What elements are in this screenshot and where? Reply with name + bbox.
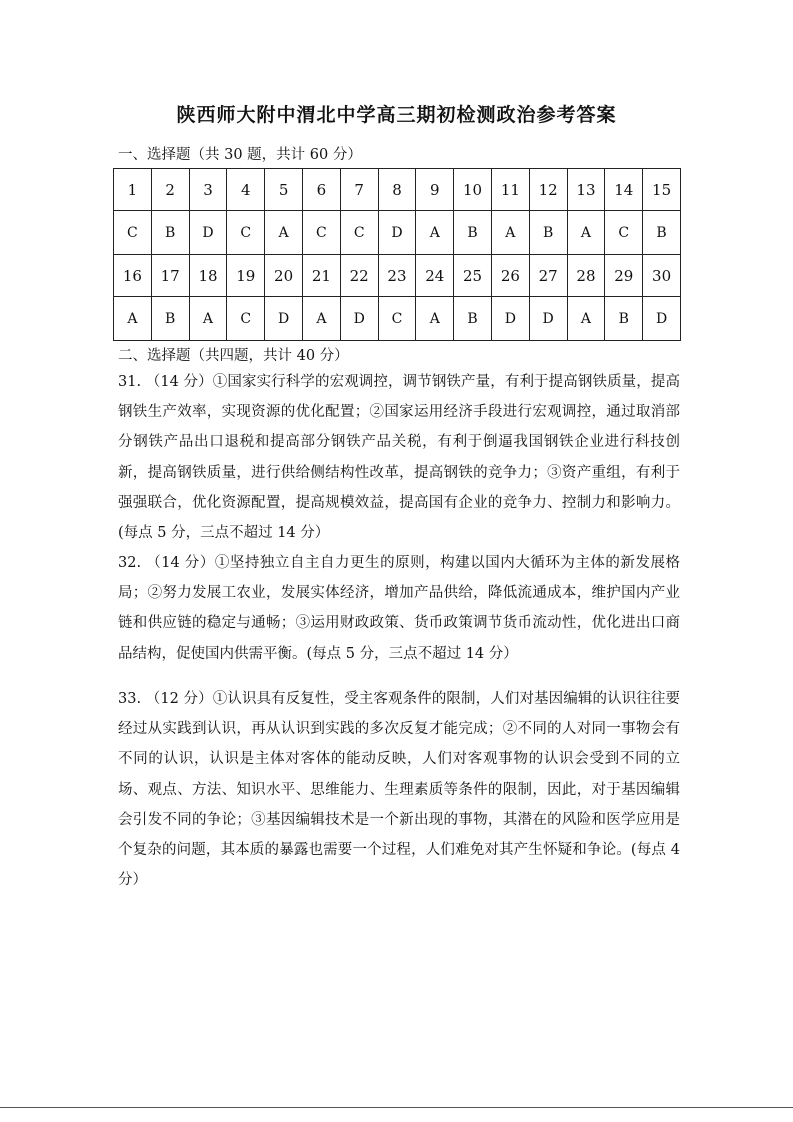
page-title: 陕西师大附中渭北中学高三期初检测政治参考答案 xyxy=(176,104,617,126)
table-cell: 15 xyxy=(643,169,681,211)
table-row-answers-1-15 xyxy=(114,211,681,255)
table-cell: B xyxy=(529,211,567,255)
table-cell: D xyxy=(265,297,303,341)
table-cell: D xyxy=(340,297,378,341)
answer-table xyxy=(113,168,681,341)
table-cell: C xyxy=(302,211,340,255)
table-cell: A xyxy=(189,297,227,341)
table-cell: 10 xyxy=(454,169,492,211)
table-cell: B xyxy=(151,211,189,255)
table-cell: B xyxy=(454,297,492,341)
table-cell: D xyxy=(529,297,567,341)
table-cell: C xyxy=(340,211,378,255)
table-cell: 30 xyxy=(643,255,681,297)
table-cell: 3 xyxy=(189,169,227,211)
footer-divider xyxy=(0,1107,793,1108)
table-cell: 5 xyxy=(265,169,303,211)
table-cell: 28 xyxy=(567,255,605,297)
table-cell: 12 xyxy=(529,169,567,211)
table-cell: C xyxy=(605,211,643,255)
table-cell: A xyxy=(416,211,454,255)
table-cell: A xyxy=(567,211,605,255)
table-cell: 19 xyxy=(227,255,265,297)
table-cell: B xyxy=(605,297,643,341)
table-cell: C xyxy=(227,211,265,255)
table-cell: 23 xyxy=(378,255,416,297)
table-cell: C xyxy=(227,297,265,341)
table-cell: 9 xyxy=(416,169,454,211)
section-heading-essay-questions: 二、选择题（共四题，共计 40 分） xyxy=(118,348,349,364)
table-cell: A xyxy=(302,297,340,341)
answer-paragraph-q32: 32. （14 分）①坚持独立自主自力更生的原则，构建以国内大循环为主体的新发展格局；②努力发展工农业，发展实体经济，增加产品供给，降低流通成本，维护国内产业链和供应链的稳定与通畅；③运用财政政策、货币政策调节货币流动性，优化进出口商品结构，促使国内供需平衡。(每点 5 分，三点不超过 14 分） xyxy=(118,555,680,662)
table-cell: B xyxy=(454,211,492,255)
table-cell: B xyxy=(151,297,189,341)
table-cell: 6 xyxy=(302,169,340,211)
section-heading-multiple-choice: 一、选择题（共 30 题，共计 60 分） xyxy=(118,147,362,163)
table-cell: 14 xyxy=(605,169,643,211)
table-cell: D xyxy=(643,297,681,341)
table-cell: 7 xyxy=(340,169,378,211)
answer-paragraph-q33: 33. （12 分）①认识具有反复性，受主客观条件的限制，人们对基因编辑的认识往往要经过从实践到认识，再从认识到实践的多次反复才能完成；②不同的人对同一事物会有不同的认识，认识是主体对客体的能动反映，人们对客观事物的认识会受到不同的立场、观点、方法、知识水平、思维能力、生理素质等条件的限制，因此，对于基因编辑会引发不同的争论；③基因编辑技术是一个新出现的事物，其潜在的风险和医学应用是个复杂的问题，其本质的暴露也需要一个过程，人们难免对其产生怀疑和争论。(每点 4 分） xyxy=(118,691,680,889)
table-cell: 25 xyxy=(454,255,492,297)
table-cell: A xyxy=(416,297,454,341)
table-cell: D xyxy=(189,211,227,255)
table-cell: C xyxy=(378,297,416,341)
table-cell: 22 xyxy=(340,255,378,297)
table-cell: 11 xyxy=(491,169,529,211)
table-cell: 29 xyxy=(605,255,643,297)
table-cell: A xyxy=(265,211,303,255)
table-cell: 2 xyxy=(151,169,189,211)
table-cell: A xyxy=(114,297,152,341)
table-cell: A xyxy=(567,297,605,341)
table-cell: 4 xyxy=(227,169,265,211)
table-cell: 24 xyxy=(416,255,454,297)
table-cell: 13 xyxy=(567,169,605,211)
table-cell: A xyxy=(491,211,529,255)
table-cell: 17 xyxy=(151,255,189,297)
table-cell: 27 xyxy=(529,255,567,297)
table-cell: 18 xyxy=(189,255,227,297)
table-cell: 8 xyxy=(378,169,416,211)
table-row-question-numbers-1-15 xyxy=(114,169,681,211)
table-cell: D xyxy=(491,297,529,341)
table-row-question-numbers-16-30 xyxy=(114,255,681,297)
table-cell: 1 xyxy=(114,169,152,211)
table-cell: 20 xyxy=(265,255,303,297)
table-cell: 21 xyxy=(302,255,340,297)
table-cell: 26 xyxy=(491,255,529,297)
table-cell: 16 xyxy=(114,255,152,297)
table-cell: B xyxy=(643,211,681,255)
table-cell: D xyxy=(378,211,416,255)
answer-paragraph-q31: 31. （14 分）①国家实行科学的宏观调控，调节钢铁产量，有利于提高钢铁质量，提高钢铁生产效率，实现资源的优化配置；②国家运用经济手段进行宏观调控，通过取消部分钢铁产品出口退税和提高部分钢铁产品关税，有利于倒逼我国钢铁企业进行科技创新，提高钢铁质量，进行供给侧结构性改革，提高钢铁的竞争力；③资产重组，有利于强强联合，优化资源配置，提高规模效益，提高国有企业的竞争力、控制力和影响力。(每点 5 分，三点不超过 14 分） xyxy=(118,374,680,542)
table-row-answers-16-30 xyxy=(114,297,681,341)
table-cell: C xyxy=(114,211,152,255)
